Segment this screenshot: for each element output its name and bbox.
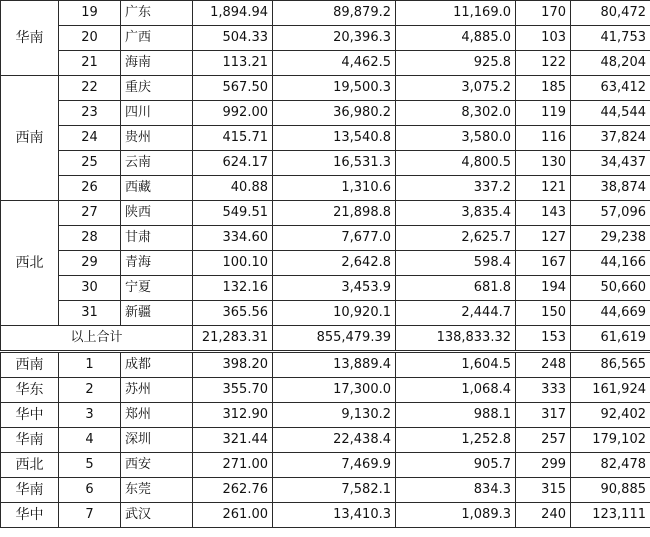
value-cell: 1,089.3 (396, 503, 516, 528)
region-cell: 西南 (1, 352, 59, 378)
value-cell: 63,412 (571, 76, 650, 101)
rank-cell: 29 (59, 251, 121, 276)
value-cell: 262.76 (193, 478, 273, 503)
value-cell: 37,824 (571, 126, 650, 151)
rank-cell: 1 (59, 352, 121, 378)
name-cell: 宁夏 (121, 276, 193, 301)
rank-cell: 7 (59, 503, 121, 528)
value-cell: 80,472 (571, 1, 650, 26)
rank-cell: 6 (59, 478, 121, 503)
rank-cell: 19 (59, 1, 121, 26)
name-cell: 云南 (121, 151, 193, 176)
value-cell: 82,478 (571, 453, 650, 478)
name-cell: 西安 (121, 453, 193, 478)
name-cell: 重庆 (121, 76, 193, 101)
value-cell: 29,238 (571, 226, 650, 251)
region-cell: 西北 (1, 201, 59, 326)
region-cell: 华中 (1, 503, 59, 528)
value-cell: 567.50 (193, 76, 273, 101)
region-cell: 西北 (1, 453, 59, 478)
value-cell: 185 (516, 76, 571, 101)
table-row (1, 201, 650, 226)
value-cell: 127 (516, 226, 571, 251)
value-cell: 333 (516, 378, 571, 403)
value-cell: 20,396.3 (273, 26, 396, 51)
value-cell: 11,169.0 (396, 1, 516, 26)
value-cell: 170 (516, 1, 571, 26)
value-cell: 4,800.5 (396, 151, 516, 176)
value-cell: 13,410.3 (273, 503, 396, 528)
name-cell: 苏州 (121, 378, 193, 403)
value-cell: 834.3 (396, 478, 516, 503)
rank-cell: 3 (59, 403, 121, 428)
value-cell: 89,879.2 (273, 1, 396, 26)
value-cell: 21,898.8 (273, 201, 396, 226)
value-cell: 7,582.1 (273, 478, 396, 503)
rank-cell: 5 (59, 453, 121, 478)
table-row (1, 453, 650, 478)
value-cell: 44,166 (571, 251, 650, 276)
table-row (1, 51, 650, 76)
name-cell: 西藏 (121, 176, 193, 201)
rank-cell: 23 (59, 101, 121, 126)
value-cell: 41,753 (571, 26, 650, 51)
name-cell: 郑州 (121, 403, 193, 428)
rank-cell: 20 (59, 26, 121, 51)
table-row (1, 1, 650, 26)
value-cell: 8,302.0 (396, 101, 516, 126)
value-cell: 248 (516, 352, 571, 378)
table-row (1, 428, 650, 453)
value-cell: 4,885.0 (396, 26, 516, 51)
value-cell: 44,544 (571, 101, 650, 126)
name-cell: 东莞 (121, 478, 193, 503)
value-cell: 240 (516, 503, 571, 528)
value-cell: 549.51 (193, 201, 273, 226)
value-cell: 130 (516, 151, 571, 176)
name-cell: 成都 (121, 352, 193, 378)
value-cell: 3,835.4 (396, 201, 516, 226)
value-cell: 86,565 (571, 352, 650, 378)
value-cell: 321.44 (193, 428, 273, 453)
rank-cell: 22 (59, 76, 121, 101)
name-cell: 四川 (121, 101, 193, 126)
value-cell: 22,438.4 (273, 428, 396, 453)
value-cell: 13,889.4 (273, 352, 396, 378)
value-cell: 179,102 (571, 428, 650, 453)
table-row (1, 301, 650, 326)
value-cell: 50,660 (571, 276, 650, 301)
value-cell: 2,625.7 (396, 226, 516, 251)
rank-cell: 21 (59, 51, 121, 76)
region-cell: 华东 (1, 378, 59, 403)
value-cell: 44,669 (571, 301, 650, 326)
value-cell: 1,310.6 (273, 176, 396, 201)
value-cell: 257 (516, 428, 571, 453)
value-cell: 116 (516, 126, 571, 151)
value-cell: 905.7 (396, 453, 516, 478)
value-cell: 355.70 (193, 378, 273, 403)
region-cell: 华南 (1, 1, 59, 76)
value-cell: 92,402 (571, 403, 650, 428)
value-cell: 34,437 (571, 151, 650, 176)
total-value: 855,479.39 (273, 326, 396, 352)
value-cell: 13,540.8 (273, 126, 396, 151)
name-cell: 广东 (121, 1, 193, 26)
value-cell: 9,130.2 (273, 403, 396, 428)
value-cell: 261.00 (193, 503, 273, 528)
value-cell: 1,604.5 (396, 352, 516, 378)
table-row (1, 251, 650, 276)
value-cell: 4,462.5 (273, 51, 396, 76)
value-cell: 3,075.2 (396, 76, 516, 101)
name-cell: 甘肃 (121, 226, 193, 251)
value-cell: 143 (516, 201, 571, 226)
rank-cell: 2 (59, 378, 121, 403)
value-cell: 988.1 (396, 403, 516, 428)
value-cell: 123,111 (571, 503, 650, 528)
value-cell: 48,204 (571, 51, 650, 76)
value-cell: 415.71 (193, 126, 273, 151)
name-cell: 深圳 (121, 428, 193, 453)
value-cell: 57,096 (571, 201, 650, 226)
rank-cell: 30 (59, 276, 121, 301)
value-cell: 167 (516, 251, 571, 276)
table-row (1, 403, 650, 428)
value-cell: 40.88 (193, 176, 273, 201)
value-cell: 38,874 (571, 176, 650, 201)
value-cell: 122 (516, 51, 571, 76)
table-row (1, 151, 650, 176)
region-cell: 华南 (1, 428, 59, 453)
rank-cell: 24 (59, 126, 121, 151)
table-row (1, 26, 650, 51)
value-cell: 194 (516, 276, 571, 301)
value-cell: 10,920.1 (273, 301, 396, 326)
table-row (1, 101, 650, 126)
table-row (1, 503, 650, 528)
value-cell: 150 (516, 301, 571, 326)
value-cell: 624.17 (193, 151, 273, 176)
value-cell: 334.60 (193, 226, 273, 251)
value-cell: 299 (516, 453, 571, 478)
value-cell: 992.00 (193, 101, 273, 126)
rank-cell: 31 (59, 301, 121, 326)
total-label: 以上合计 (1, 326, 193, 352)
table-row (1, 352, 650, 378)
value-cell: 1,252.8 (396, 428, 516, 453)
rank-cell: 25 (59, 151, 121, 176)
table-row (1, 76, 650, 101)
value-cell: 3,580.0 (396, 126, 516, 151)
value-cell: 315 (516, 478, 571, 503)
rank-cell: 27 (59, 201, 121, 226)
name-cell: 青海 (121, 251, 193, 276)
name-cell: 广西 (121, 26, 193, 51)
value-cell: 398.20 (193, 352, 273, 378)
value-cell: 121 (516, 176, 571, 201)
value-cell: 90,885 (571, 478, 650, 503)
region-cell: 华中 (1, 403, 59, 428)
total-value: 21,283.31 (193, 326, 273, 352)
table-row (1, 478, 650, 503)
value-cell: 113.21 (193, 51, 273, 76)
region-cell: 华南 (1, 478, 59, 503)
value-cell: 100.10 (193, 251, 273, 276)
table-row (1, 176, 650, 201)
value-cell: 681.8 (396, 276, 516, 301)
total-value: 153 (516, 326, 571, 352)
value-cell: 7,677.0 (273, 226, 396, 251)
rank-cell: 28 (59, 226, 121, 251)
value-cell: 271.00 (193, 453, 273, 478)
value-cell: 312.90 (193, 403, 273, 428)
value-cell: 365.56 (193, 301, 273, 326)
total-row (1, 326, 650, 352)
value-cell: 504.33 (193, 26, 273, 51)
value-cell: 16,531.3 (273, 151, 396, 176)
table-row (1, 378, 650, 403)
name-cell: 陕西 (121, 201, 193, 226)
value-cell: 598.4 (396, 251, 516, 276)
name-cell: 新疆 (121, 301, 193, 326)
value-cell: 1,068.4 (396, 378, 516, 403)
table-row (1, 226, 650, 251)
region-cell: 西南 (1, 76, 59, 201)
total-value: 138,833.32 (396, 326, 516, 352)
table-row (1, 276, 650, 301)
value-cell: 19,500.3 (273, 76, 396, 101)
total-value: 61,619 (571, 326, 650, 352)
value-cell: 3,453.9 (273, 276, 396, 301)
value-cell: 132.16 (193, 276, 273, 301)
name-cell: 海南 (121, 51, 193, 76)
value-cell: 317 (516, 403, 571, 428)
name-cell: 武汉 (121, 503, 193, 528)
value-cell: 1,894.94 (193, 1, 273, 26)
value-cell: 17,300.0 (273, 378, 396, 403)
value-cell: 103 (516, 26, 571, 51)
rank-cell: 4 (59, 428, 121, 453)
rank-cell: 26 (59, 176, 121, 201)
value-cell: 119 (516, 101, 571, 126)
value-cell: 337.2 (396, 176, 516, 201)
name-cell: 贵州 (121, 126, 193, 151)
value-cell: 36,980.2 (273, 101, 396, 126)
table-row (1, 126, 650, 151)
value-cell: 7,469.9 (273, 453, 396, 478)
value-cell: 925.8 (396, 51, 516, 76)
value-cell: 2,642.8 (273, 251, 396, 276)
value-cell: 2,444.7 (396, 301, 516, 326)
value-cell: 161,924 (571, 378, 650, 403)
